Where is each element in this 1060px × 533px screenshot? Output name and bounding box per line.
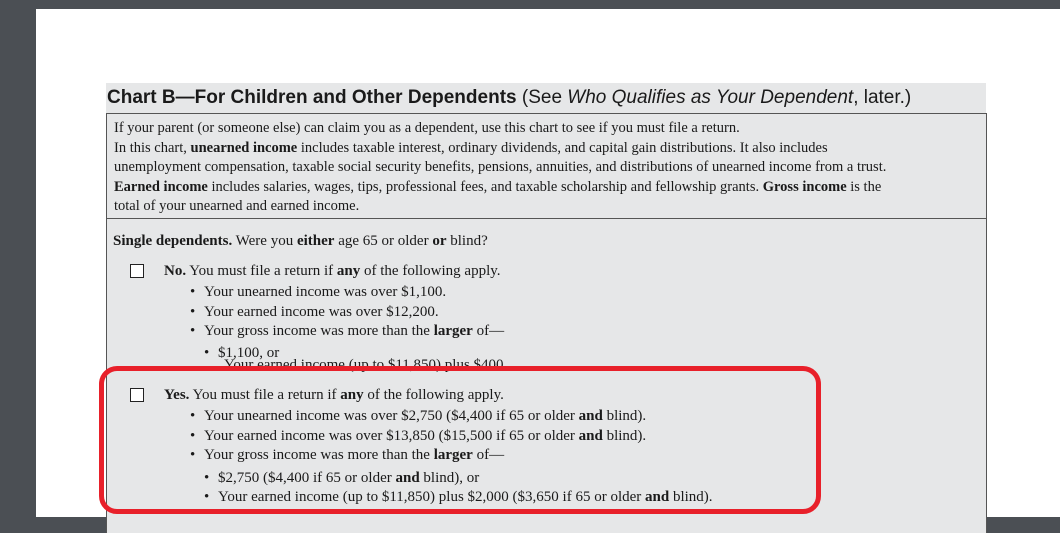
chart-title-post: , later.) (853, 87, 912, 108)
no-subbullet-1: • $1,100, or (218, 343, 279, 363)
intro-line-4: Earned income includes salaries, wages, tips, professional fees, and taxable scholarship and fellowship grants. Gross income is the (114, 178, 882, 195)
yes-bullet-2: • Your earned income was over $13,850 ($15,500 if 65 or older and blind). (204, 426, 646, 446)
no-bullet-3: • Your gross income was more than the larger of— (204, 321, 504, 341)
no-option-heading: No. You must file a return if any of the following apply. (164, 263, 501, 279)
no-subbullet-2-clipped: Your earned income (up to $11,850) plus $400. (224, 357, 508, 373)
chart-title-link-text: Who Qualifies as Your Dependent (567, 87, 854, 108)
no-checkbox[interactable] (130, 264, 144, 278)
no-bullet-1: • Your unearned income was over $1,100. (204, 282, 446, 302)
chart-title (106, 83, 986, 113)
chart-title-bold: Chart B—For Children and Other Dependents (107, 87, 517, 108)
intro-line-3: unemployment compensation, taxable social security benefits, pensions, annuities, and distributions of unearned income from a trust. (114, 159, 887, 176)
intro-line-1: If your parent (or someone else) can claim you as a dependent, use this chart to see if you must file a return. (114, 120, 740, 136)
intro-paragraph (107, 114, 986, 219)
intro-line-2: In this chart, unearned income includes taxable interest, ordinary dividends, and capital gain distributions. It also includes (114, 139, 828, 156)
no-bullet-2: • Your earned income was over $12,200. (204, 302, 439, 322)
yes-option-heading: Yes. You must file a return if any of the following apply. (164, 387, 504, 403)
single-dependents-question: Single dependents. Were you either age 65 or older or blind? (113, 233, 488, 249)
yes-bullet-1: • Your unearned income was over $2,750 ($4,400 if 65 or older and blind). (204, 406, 646, 426)
intro-line-5: total of your unearned and earned income. (114, 198, 360, 215)
term-earned-income: Earned income (114, 178, 208, 195)
yes-subbullet-2: • Your earned income (up to $11,850) plus $2,000 ($3,650 if 65 or older and blind). (218, 487, 713, 507)
yes-subbullet-1: • $2,750 ($4,400 if 65 or older and blind), or (218, 468, 479, 488)
term-gross-income: Gross income (762, 178, 847, 195)
term-unearned-income: unearned income (190, 139, 298, 156)
yes-bullet-3: • Your gross income was more than the larger of— (204, 445, 504, 465)
chart-title-pre: (See (516, 87, 568, 108)
